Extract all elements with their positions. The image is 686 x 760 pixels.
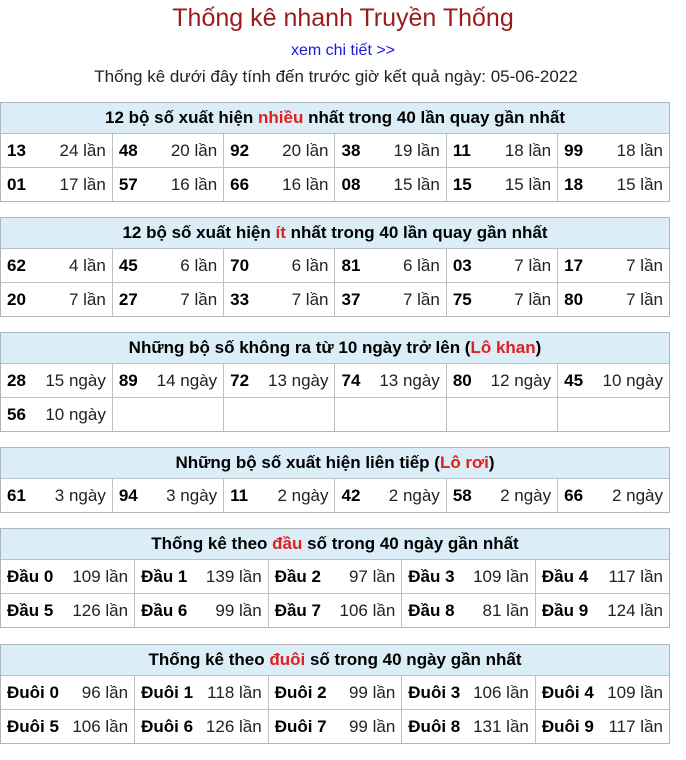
heading-text: 12 bộ số xuất hiện xyxy=(122,223,276,242)
stat-value: 99 lần xyxy=(215,600,262,620)
stat-cell xyxy=(112,249,223,283)
heading-keyword: Lô rơi xyxy=(439,453,489,472)
stat-label: 11 xyxy=(452,140,471,160)
stat-value: 14 ngày xyxy=(156,370,218,390)
stat-label: 66 xyxy=(564,485,584,505)
stat-cell xyxy=(224,283,335,317)
table-row xyxy=(1,134,669,168)
stat-value: 3 ngày xyxy=(54,485,106,505)
heading-text: nhất trong 40 lần quay gần nhất xyxy=(303,108,566,127)
heading-text: 12 bộ số xuất hiện xyxy=(104,108,259,127)
stat-label: 37 xyxy=(341,289,361,309)
stat-value: 7 lần xyxy=(291,289,329,309)
stat-cell xyxy=(558,168,669,202)
stat-cell xyxy=(112,168,223,202)
section-heading xyxy=(1,448,669,479)
stat-value: 126 lần xyxy=(205,716,262,736)
date-note: Thống kê dưới đây tính đến trước giờ kết quả ngày: 05-06-2022 xyxy=(94,67,578,86)
stat-value: 117 lần xyxy=(608,566,663,586)
stat-label: 61 xyxy=(7,485,26,505)
stat-value: 4 lần xyxy=(68,255,106,275)
stat-label: 70 xyxy=(230,255,250,275)
stat-cell xyxy=(135,676,269,710)
stat-cell xyxy=(224,364,335,398)
stat-value: 118 lần xyxy=(207,682,262,702)
stat-value: 2 ngày xyxy=(388,485,440,505)
lo-khan-section xyxy=(0,332,670,432)
stat-cell xyxy=(558,249,669,283)
stat-label: 11 xyxy=(230,485,249,505)
heading-text: Những bộ số xuất hiện liên tiếp ( xyxy=(175,453,440,472)
stat-value: 18 lần xyxy=(616,140,663,160)
stats-table xyxy=(1,134,669,201)
stat-cell xyxy=(402,560,536,594)
stat-cell xyxy=(268,560,402,594)
stat-label: 80 xyxy=(452,370,472,390)
stat-label: 45 xyxy=(564,370,584,390)
most-frequent-section xyxy=(0,102,670,202)
stat-cell xyxy=(558,283,669,317)
stat-value: 97 lần xyxy=(348,566,396,586)
stat-label: 89 xyxy=(118,370,138,390)
stat-cell xyxy=(1,283,112,317)
stat-value: 16 lần xyxy=(170,174,218,194)
stat-label: 28 xyxy=(7,370,26,390)
stat-value: 20 lần xyxy=(282,140,329,160)
stat-value: 17 lần xyxy=(59,174,106,194)
stat-cell xyxy=(135,710,269,744)
table-row xyxy=(1,479,669,512)
stat-label: Đuôi 2 xyxy=(274,682,327,702)
table-row xyxy=(1,398,669,432)
stat-label: Đầu 5 xyxy=(7,600,54,620)
table-row xyxy=(1,676,669,710)
stat-cell xyxy=(446,134,557,168)
stat-value: 117 lần xyxy=(608,716,663,736)
stat-cell xyxy=(446,249,557,283)
stat-cell xyxy=(224,249,335,283)
stat-cell xyxy=(535,594,669,628)
stat-value: 7 lần xyxy=(402,289,440,309)
stat-value: 20 lần xyxy=(170,140,218,160)
stat-cell xyxy=(268,710,402,744)
stat-value: 3 ngày xyxy=(166,485,218,505)
stat-cell xyxy=(335,134,446,168)
stat-label: 94 xyxy=(118,485,138,505)
stat-label: 92 xyxy=(230,140,250,160)
stats-table xyxy=(1,560,669,627)
heading-keyword: Lô khan xyxy=(470,338,536,357)
stat-cell xyxy=(402,594,536,628)
stat-value: 19 lần xyxy=(393,140,440,160)
stat-label: 45 xyxy=(118,255,138,275)
stat-cell xyxy=(446,364,557,398)
stat-cell xyxy=(1,560,135,594)
stat-cell xyxy=(558,479,669,512)
stat-label: 20 xyxy=(7,289,26,309)
stat-cell xyxy=(224,134,335,168)
stat-cell xyxy=(1,398,112,432)
duoi-stats-section xyxy=(0,644,670,744)
stat-cell xyxy=(335,364,446,398)
stat-label: Đuôi 4 xyxy=(541,682,594,702)
table-row xyxy=(1,249,669,283)
stat-label: 03 xyxy=(452,255,472,275)
stat-label: 81 xyxy=(341,255,361,275)
stat-label: Đầu 6 xyxy=(141,600,188,620)
stat-label: Đầu 8 xyxy=(408,600,455,620)
stat-value: 15 lần xyxy=(504,174,552,194)
stat-cell xyxy=(535,560,669,594)
stat-label: 33 xyxy=(230,289,250,309)
stat-label: Đầu 0 xyxy=(7,566,54,586)
stat-label: 75 xyxy=(452,289,472,309)
stat-value: 6 lần xyxy=(291,255,329,275)
stat-cell xyxy=(1,710,135,744)
stat-cell xyxy=(135,560,269,594)
stat-label: 08 xyxy=(341,174,361,194)
stat-value: 13 ngày xyxy=(379,370,440,390)
stat-label: Đuôi 3 xyxy=(408,682,461,702)
stat-value: 12 ngày xyxy=(490,370,552,390)
stat-value: 2 ngày xyxy=(277,485,329,505)
stat-cell xyxy=(335,479,446,512)
heading-keyword: nhiều xyxy=(258,108,304,127)
page-title: Thống kê nhanh Truyền Thống xyxy=(172,4,514,32)
stat-label: 15 xyxy=(452,174,472,194)
section-heading xyxy=(1,529,669,560)
stat-cell xyxy=(1,676,135,710)
stat-value: 2 ngày xyxy=(611,485,663,505)
stat-label: 42 xyxy=(341,485,361,505)
section-heading xyxy=(1,103,669,134)
stat-value: 124 lần xyxy=(607,600,663,620)
stat-cell xyxy=(335,283,446,317)
stat-value: 13 ngày xyxy=(267,370,329,390)
stat-value: 6 lần xyxy=(180,255,218,275)
stat-label: 80 xyxy=(564,289,584,309)
stats-table xyxy=(1,479,669,512)
stat-label: 56 xyxy=(7,404,26,424)
stat-label: Đuôi 7 xyxy=(274,716,327,736)
stat-cell xyxy=(335,249,446,283)
stat-label: Đuôi 9 xyxy=(541,716,594,736)
stat-cell xyxy=(1,364,112,398)
table-row xyxy=(1,594,669,628)
stat-cell xyxy=(1,168,112,202)
stat-cell xyxy=(535,710,669,744)
stat-cell xyxy=(135,594,269,628)
stat-value: 99 lần xyxy=(348,716,396,736)
stat-value: 15 ngày xyxy=(45,370,106,390)
stat-label: Đuôi 6 xyxy=(141,716,194,736)
stat-value: 10 ngày xyxy=(45,404,106,424)
stats-table xyxy=(1,249,669,316)
stat-value: 15 lần xyxy=(616,174,663,194)
stat-value: 106 lần xyxy=(339,600,396,620)
view-details-link[interactable]: xem chi tiết >> xyxy=(290,42,396,59)
table-row xyxy=(1,560,669,594)
stat-label: Đuôi 0 xyxy=(7,682,59,702)
stat-value: 6 lần xyxy=(402,255,440,275)
stat-cell xyxy=(112,479,223,512)
stat-value: 106 lần xyxy=(72,716,129,736)
stat-cell xyxy=(224,479,335,512)
stat-value: 7 lần xyxy=(514,255,552,275)
stat-value: 81 lần xyxy=(482,600,529,620)
stat-label: 99 xyxy=(564,140,584,160)
stat-label: 58 xyxy=(452,485,472,505)
heading-text: Thống kê theo xyxy=(151,534,273,553)
stat-label: 48 xyxy=(118,140,138,160)
stat-label: 01 xyxy=(7,174,26,194)
stat-cell xyxy=(224,168,335,202)
stats-table xyxy=(1,364,669,431)
stat-label: Đầu 9 xyxy=(541,600,589,620)
stat-cell xyxy=(224,398,335,432)
stat-cell xyxy=(112,398,223,432)
stat-cell xyxy=(112,364,223,398)
stat-cell xyxy=(1,594,135,628)
stat-value: 99 lần xyxy=(348,682,396,702)
stat-cell xyxy=(446,479,557,512)
stat-cell xyxy=(335,398,446,432)
stat-cell xyxy=(558,364,669,398)
stat-value: 16 lần xyxy=(282,174,329,194)
stat-value: 109 lần xyxy=(607,682,663,702)
stat-label: 57 xyxy=(118,174,138,194)
stat-cell xyxy=(446,398,557,432)
heading-text: nhất trong 40 lần quay gần nhất xyxy=(285,223,548,242)
stat-value: 106 lần xyxy=(473,682,529,702)
stat-value: 7 lần xyxy=(626,289,663,309)
table-row xyxy=(1,283,669,317)
table-row xyxy=(1,364,669,398)
section-heading xyxy=(1,645,669,676)
stat-value: 2 ngày xyxy=(500,485,552,505)
stats-table xyxy=(1,676,669,743)
stat-value: 109 lần xyxy=(473,566,529,586)
stat-label: 17 xyxy=(564,255,584,275)
stat-label: 72 xyxy=(230,370,250,390)
stat-value: 96 lần xyxy=(81,682,129,702)
stat-label: Đầu 3 xyxy=(408,566,455,586)
heading-text: Những bộ số không ra từ 10 ngày trở lên ( xyxy=(128,338,471,357)
stat-label: Đầu 4 xyxy=(541,566,589,586)
stat-cell xyxy=(1,249,112,283)
heading-keyword: đuôi xyxy=(269,650,306,669)
stat-cell xyxy=(1,134,112,168)
stat-cell xyxy=(558,134,669,168)
table-row xyxy=(1,168,669,202)
stat-cell xyxy=(535,676,669,710)
stat-cell xyxy=(268,594,402,628)
heading-keyword: ít xyxy=(275,223,286,242)
stat-label: 74 xyxy=(341,370,361,390)
stat-value: 7 lần xyxy=(514,289,552,309)
stat-label: 18 xyxy=(564,174,584,194)
heading-text: ) xyxy=(535,338,542,357)
stat-value: 131 lần xyxy=(473,716,529,736)
stat-label: Đuôi 1 xyxy=(141,682,194,702)
stat-label: Đuôi 8 xyxy=(408,716,461,736)
stat-label: 27 xyxy=(118,289,138,309)
stat-value: 10 ngày xyxy=(602,370,663,390)
stat-cell xyxy=(268,676,402,710)
stat-value: 7 lần xyxy=(180,289,218,309)
lo-roi-section xyxy=(0,447,670,513)
stat-label: 13 xyxy=(7,140,26,160)
stat-label: Đầu 1 xyxy=(141,566,188,586)
stat-cell xyxy=(558,398,669,432)
stat-label: Đầu 7 xyxy=(274,600,321,620)
stat-cell xyxy=(112,283,223,317)
heading-text: số trong 40 ngày gần nhất xyxy=(302,534,519,553)
stat-value: 18 lần xyxy=(504,140,552,160)
stat-value: 24 lần xyxy=(59,140,106,160)
stat-cell xyxy=(446,168,557,202)
stat-cell xyxy=(112,134,223,168)
heading-text: Thống kê theo xyxy=(148,650,270,669)
heading-keyword: đầu xyxy=(272,534,303,553)
stat-label: 38 xyxy=(341,140,361,160)
stat-value: 7 lần xyxy=(626,255,663,275)
stat-value: 139 lần xyxy=(205,566,262,586)
stat-cell xyxy=(335,168,446,202)
stat-cell xyxy=(402,710,536,744)
section-heading xyxy=(1,218,669,249)
stat-label: Đuôi 5 xyxy=(7,716,59,736)
stat-label: Đầu 2 xyxy=(274,566,321,586)
stat-label: 62 xyxy=(7,255,26,275)
table-row xyxy=(1,710,669,744)
stat-value: 15 lần xyxy=(393,174,440,194)
stat-cell xyxy=(1,479,112,512)
stat-value: 109 lần xyxy=(72,566,129,586)
stat-cell xyxy=(446,283,557,317)
dau-stats-section xyxy=(0,528,670,628)
heading-text: số trong 40 ngày gần nhất xyxy=(305,650,522,669)
stat-value: 7 lần xyxy=(68,289,106,309)
heading-text: ) xyxy=(488,453,495,472)
least-frequent-section xyxy=(0,217,670,317)
stat-value: 126 lần xyxy=(72,600,129,620)
section-heading xyxy=(1,333,669,364)
stat-label: 66 xyxy=(230,174,250,194)
stat-cell xyxy=(402,676,536,710)
